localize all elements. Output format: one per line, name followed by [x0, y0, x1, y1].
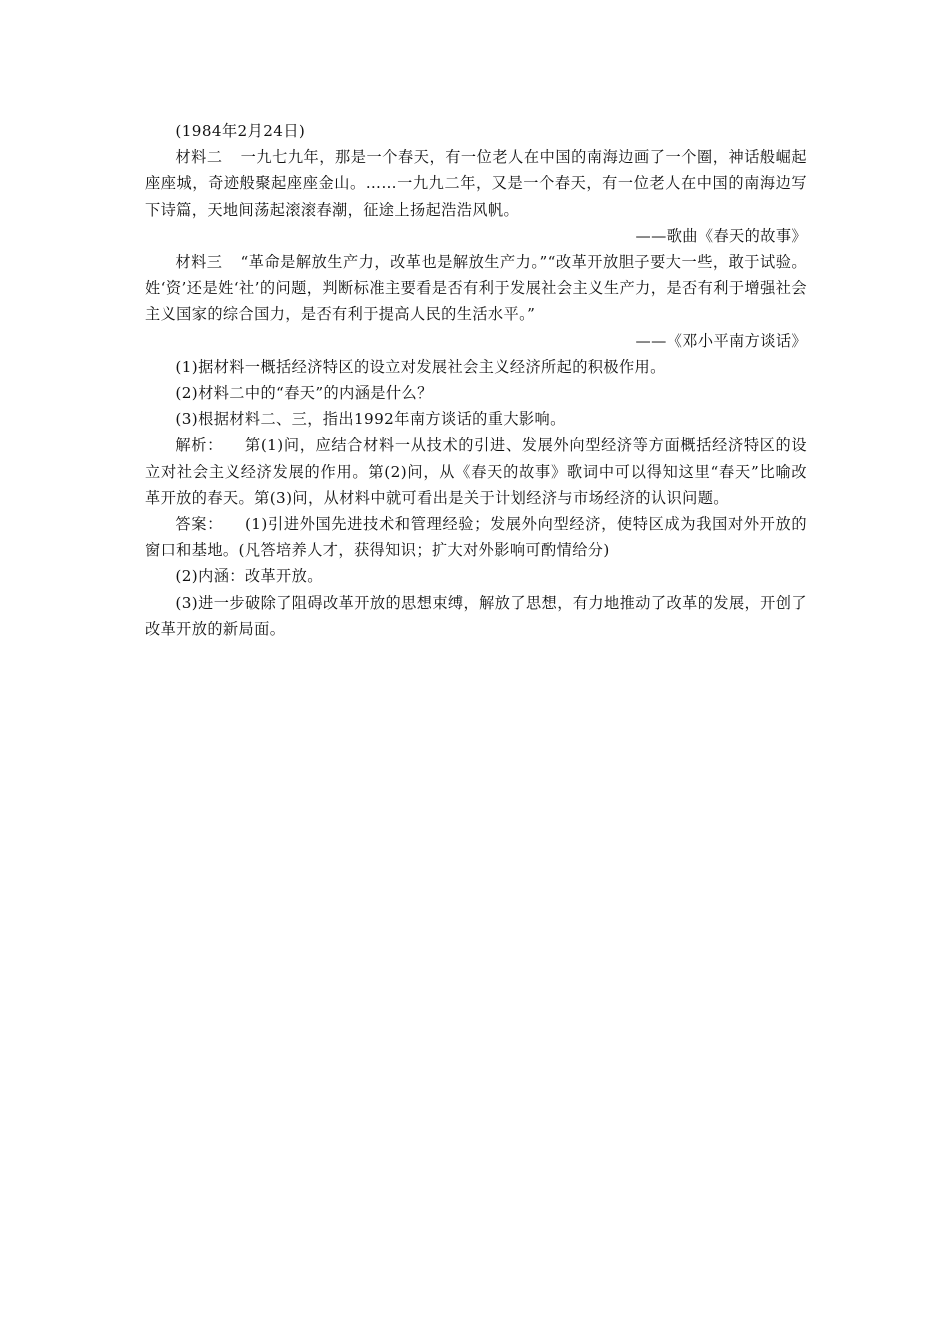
date-line: (1984年2月24日) [175, 122, 306, 140]
answer-label: 答案： [175, 515, 223, 534]
question-3: (3)根据材料二、三，指出1992年南方谈话的重大影响。 [175, 410, 566, 429]
material-three-source: ——《邓小平南方谈话》 [635, 331, 807, 350]
material-three-text: “革命是解放生产力，改革也是解放生产力。”“改革开放胆子要大一些，敢于试验。姓‘资’还是姓‘社’的问题，判断标准主要看是否有利于发展社会主义生产力，是否有利于增强社会主义国家的综合国力，是否有利于提高人民的生活水平。” [145, 253, 807, 324]
analysis-label: 解析： [175, 436, 223, 455]
answer-item-3: (3)进一步破除了阻碍改革开放的思想束缚，解放了思想，有力地推动了改革的发展，开创了改革开放的新局面。 [145, 593, 807, 638]
material-two-paragraph [145, 144, 807, 223]
material-two-source: ——歌曲《春天的故事》 [635, 226, 807, 245]
answer-item-1: (1)引进外国先进技术和管理经验；发展外向型经济，使特区成为我国对外开放的窗口和基地。(凡答培养人才，获得知识；扩大对外影响可酌情给分) [145, 515, 807, 560]
answer-item-2: (2)内涵：改革开放。 [175, 567, 323, 586]
material-two-text: 一九七九年，那是一个春天，有一位老人在中国的南海边画了一个圈，神话般崛起座座城，奇迹般聚起座座金山。……一九九二年，又是一个春天，有一位老人在中国的南海边写下诗篇，天地间荡起滚滚春潮，征途上扬起浩浩风帆。 [145, 148, 807, 219]
document-page [145, 118, 807, 642]
analysis-paragraph [145, 432, 807, 511]
question-1: (1)据材料一概括经济特区的设立对发展社会主义经济所起的积极作用。 [175, 357, 666, 376]
material-three-label: 材料三 [175, 253, 223, 272]
answer-paragraph [145, 511, 807, 563]
analysis-text: 第(1)问，应结合材料一从技术的引进、发展外向型经济等方面概括经济特区的设立对社会主义经济发展的作用。第(2)问，从《春天的故事》歌词中可以得知这里“春天”比喻改革开放的春天。第(3)问，从材料中就可看出是关于计划经济与市场经济的认识问题。 [145, 436, 807, 507]
material-three-paragraph [145, 249, 807, 328]
material-two-label: 材料二 [175, 148, 223, 167]
question-2: (2)材料二中的“春天”的内涵是什么？ [175, 384, 433, 403]
